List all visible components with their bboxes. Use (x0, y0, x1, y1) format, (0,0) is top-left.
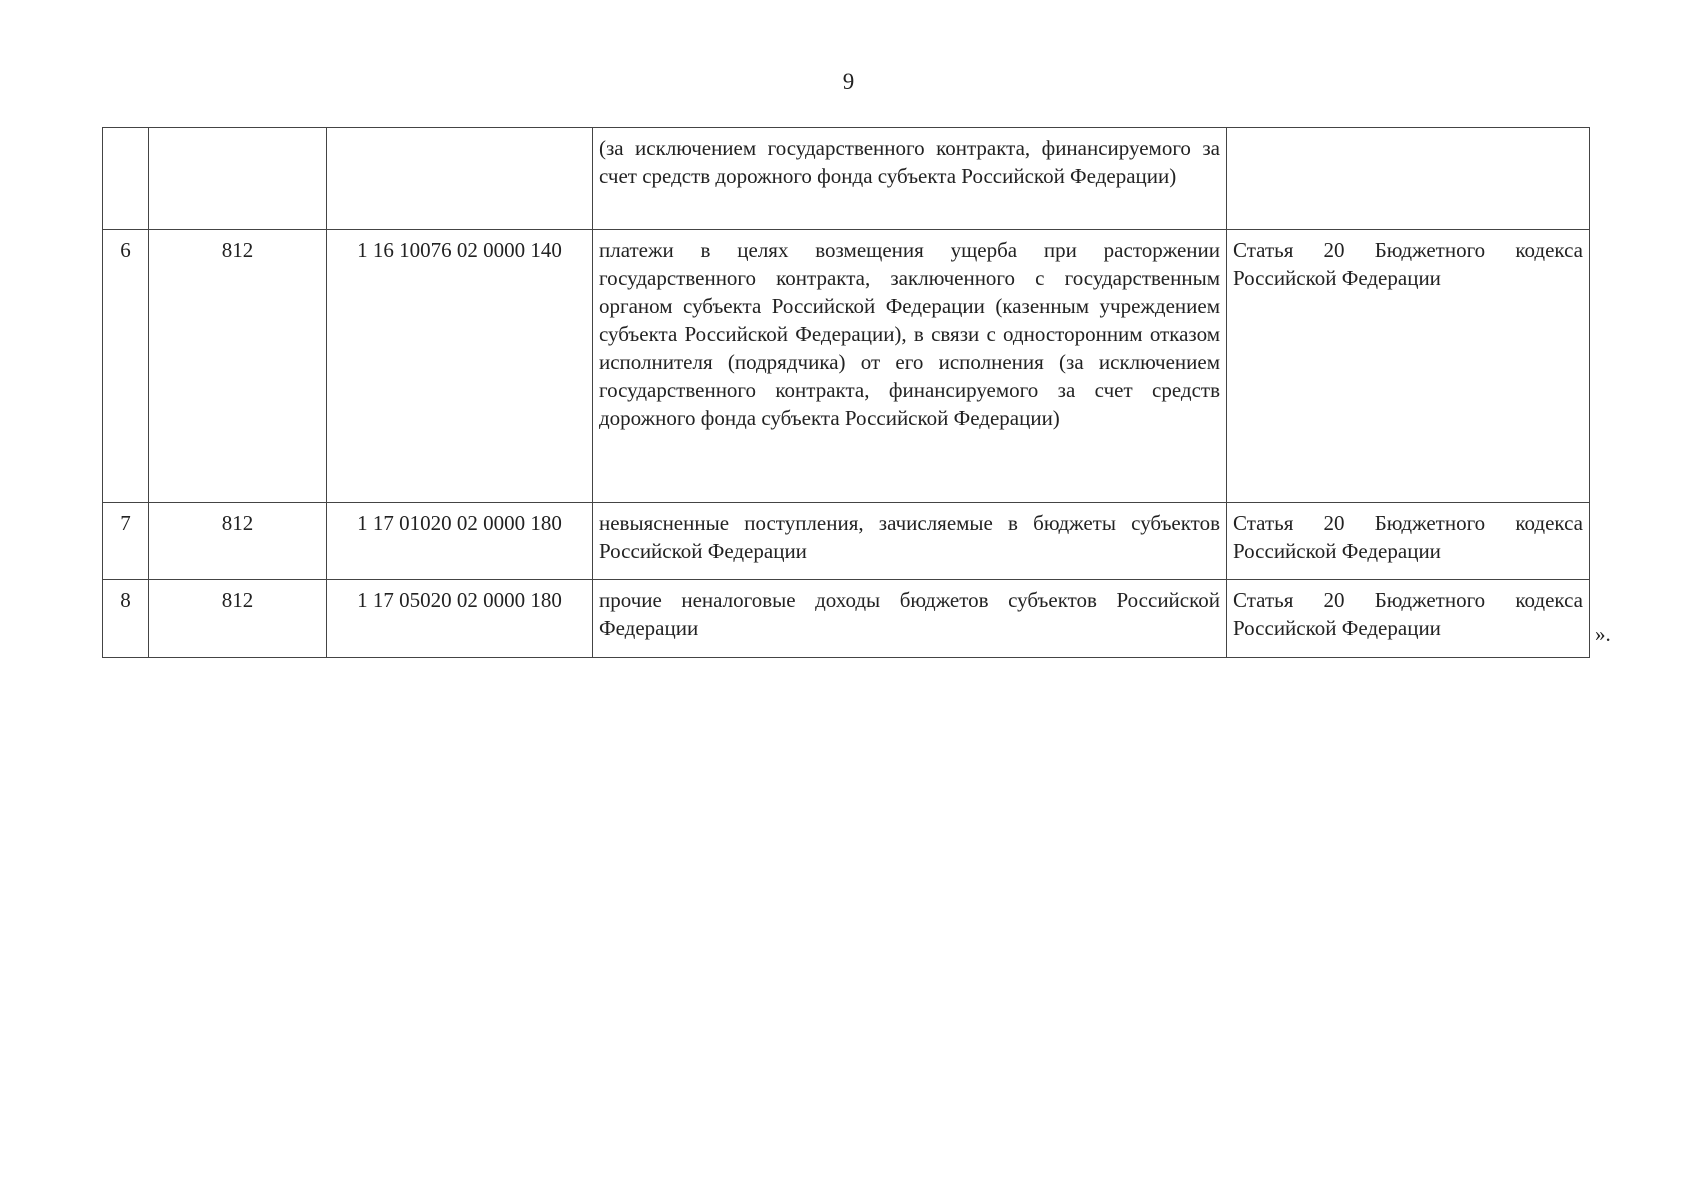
legal-basis-cell: Статья 20 Бюджетного кодекса Российской Федерации (1227, 503, 1590, 580)
row-number-cell: 8 (103, 580, 149, 658)
admin-code-cell (149, 128, 327, 230)
table-row (103, 230, 1590, 503)
page-number: 9 (842, 69, 855, 94)
description-cell: (за исключением государственного контракта, финансируемого за счет средств дорожного фонда субъекта Российской Федерации) (593, 128, 1227, 230)
legal-basis-cell: Статья 20 Бюджетного кодекса Российской Федерации (1227, 230, 1590, 503)
row-number-cell: 6 (103, 230, 149, 503)
table-row (103, 580, 1590, 658)
row-number-cell (103, 128, 149, 230)
admin-code-cell: 812 (149, 503, 327, 580)
revenue-codes-table (102, 127, 1590, 658)
table-row-continuation (103, 128, 1590, 230)
description-cell: платежи в целях возмещения ущерба при расторжении государственного контракта, заключенного с государственным органом субъекта Российской Федерации (казенным учреждением субъекта Российской Федерации), в связи с односторонним отказом исполнителя (подрядчика) от его исполнения (за исключением государственного контракта, финансируемого за счет средств дорожного фонда субъекта Российской Федерации) (593, 230, 1227, 503)
legal-basis-cell (1227, 128, 1590, 230)
budget-code-cell: 1 17 01020 02 0000 180 (327, 503, 593, 580)
admin-code-cell: 812 (149, 230, 327, 503)
row-number-cell: 7 (103, 503, 149, 580)
description-cell: невыясненные поступления, зачисляемые в бюджеты субъектов Российской Федерации (593, 503, 1227, 580)
description-cell: прочие неналоговые доходы бюджетов субъектов Российской Федерации (593, 580, 1227, 658)
budget-code-cell: 1 17 05020 02 0000 180 (327, 580, 593, 658)
table-row (103, 503, 1590, 580)
admin-code-cell: 812 (149, 580, 327, 658)
closing-quote-mark: ». (1595, 622, 1611, 646)
budget-code-cell (327, 128, 593, 230)
budget-code-cell: 1 16 10076 02 0000 140 (327, 230, 593, 503)
legal-basis-cell: Статья 20 Бюджетного кодекса Российской Федерации (1227, 580, 1590, 658)
